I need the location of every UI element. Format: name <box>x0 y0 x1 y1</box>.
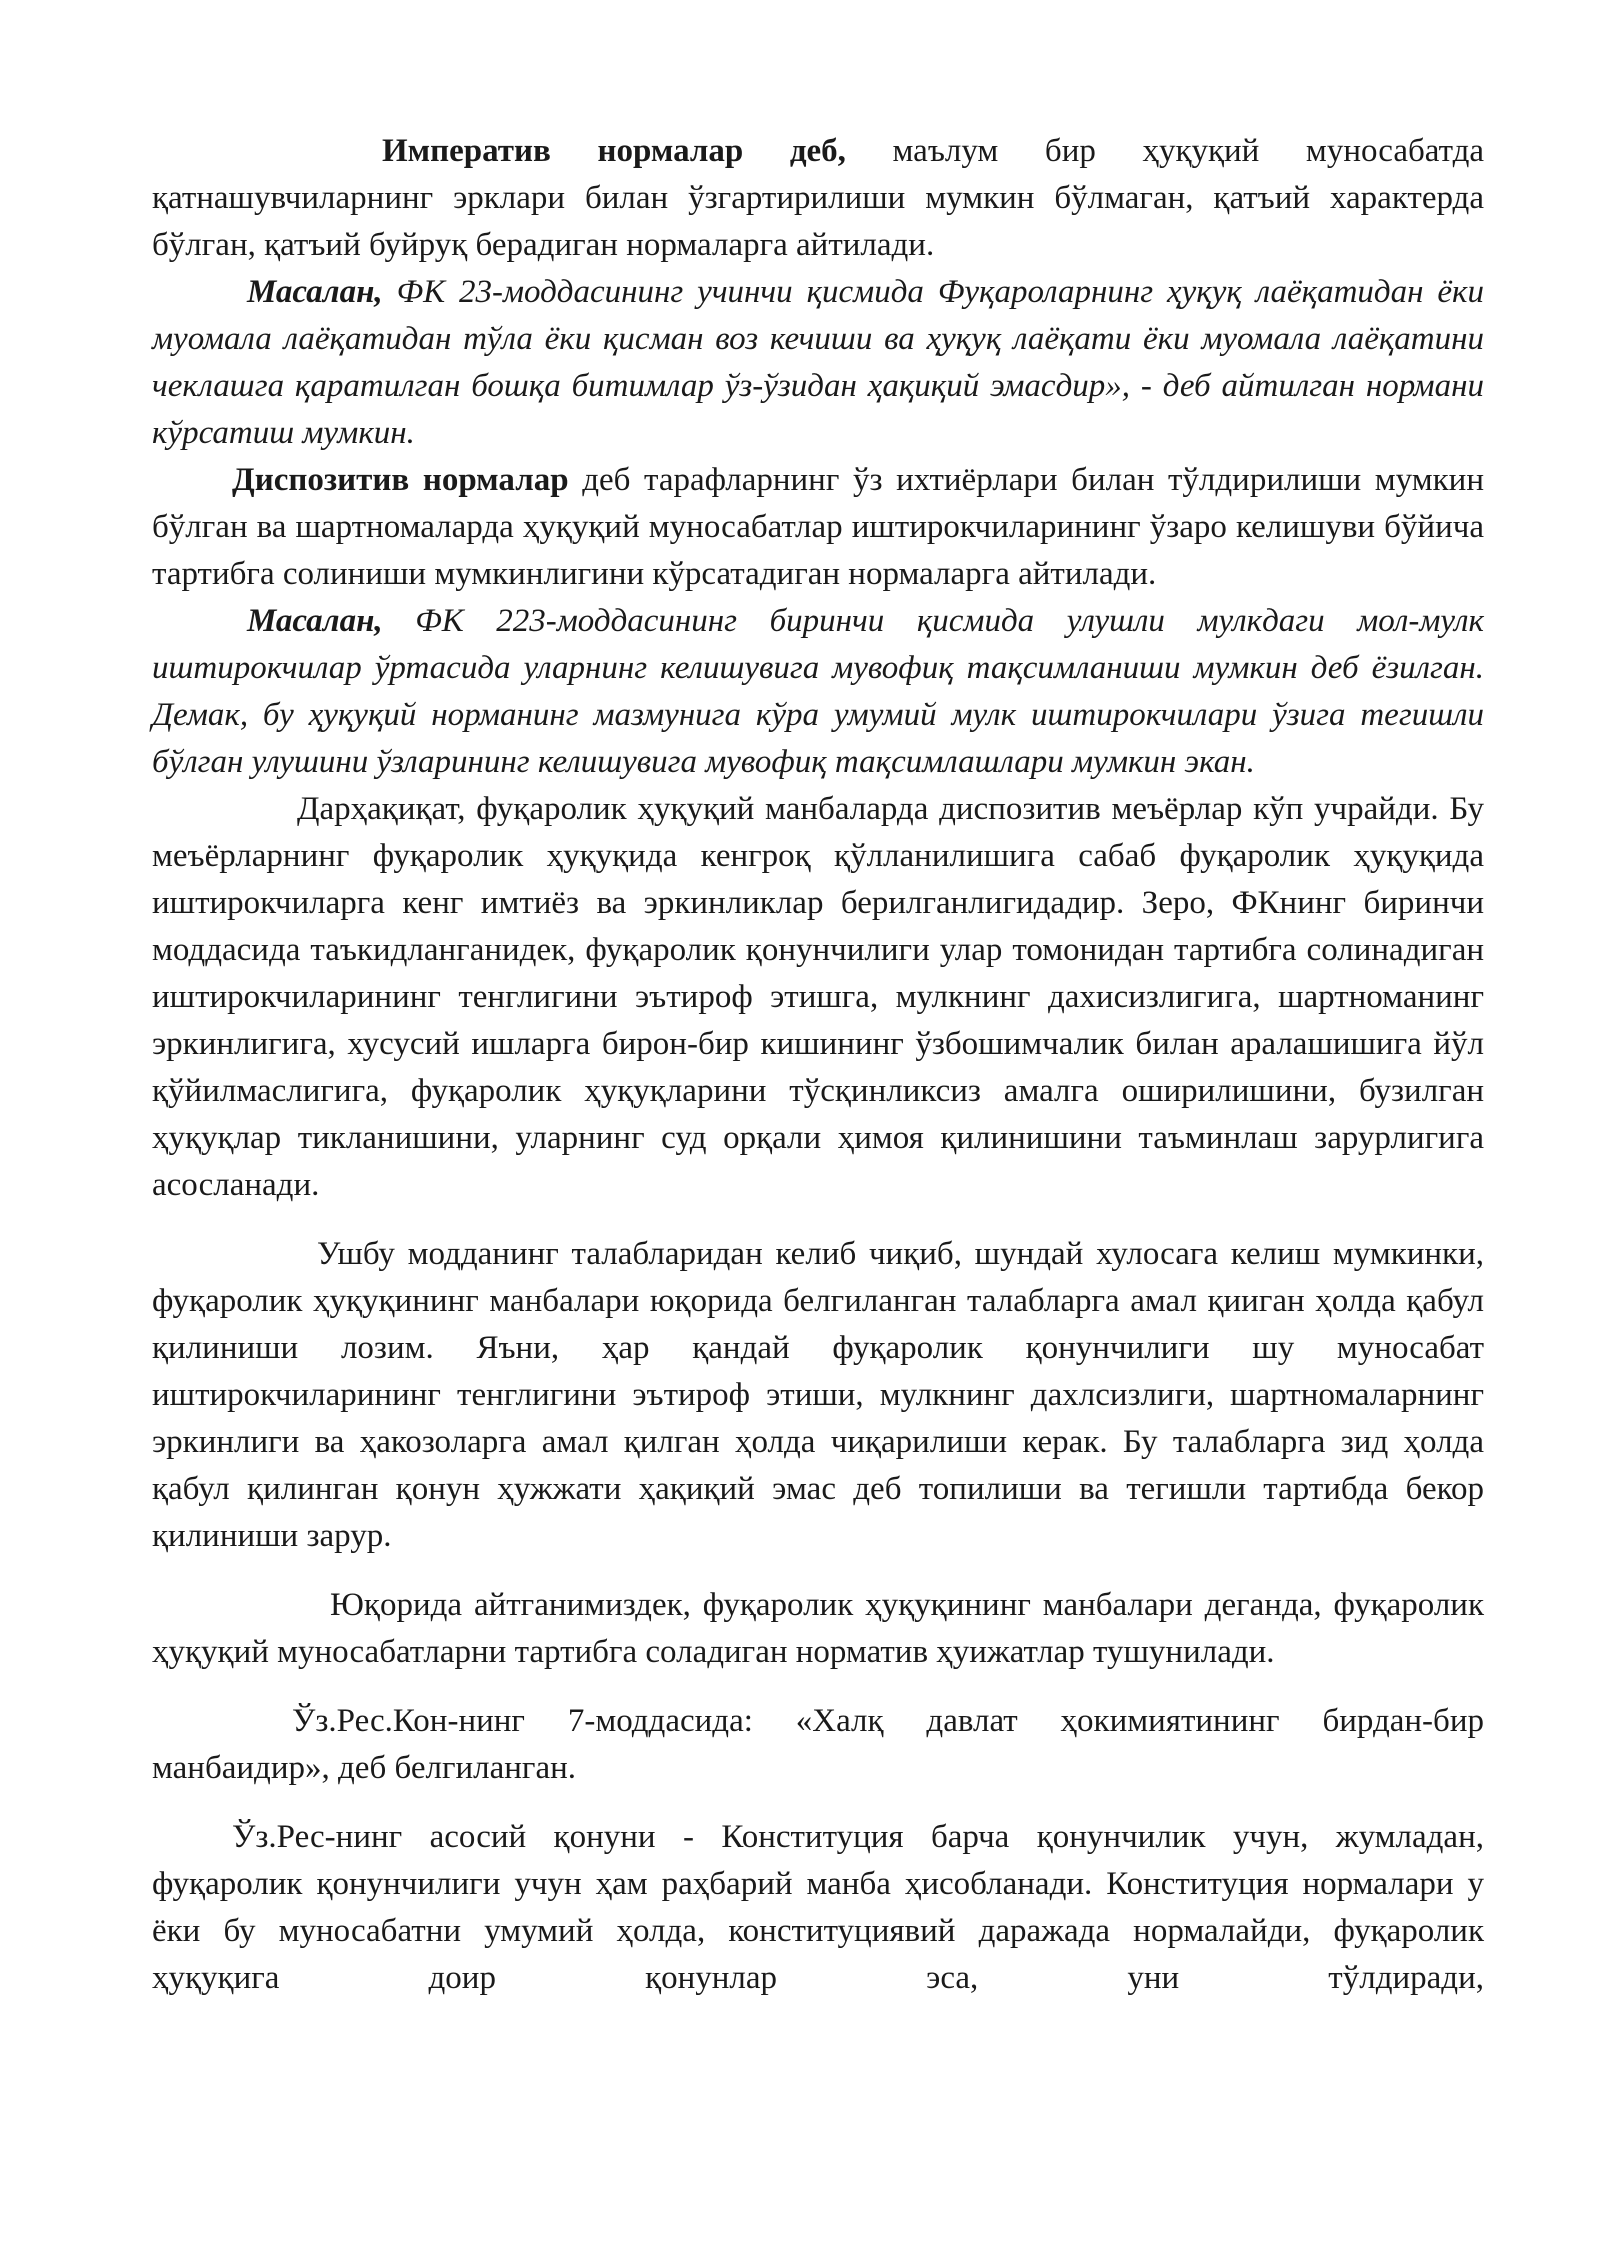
paragraph-constitution-article7 <box>152 1698 1484 1792</box>
paragraph-sources-definition <box>152 1582 1484 1676</box>
paragraph-imperative-norms <box>152 128 1484 269</box>
term-dispositive-norms: Диспозитив нормалар <box>232 462 569 498</box>
paragraph-text: Ўз.Рес-нинг асосий қонуни - Конституция барча қонунчилик учун, жумладан, фуқаролик қонунчилиги учун ҳам раҳбарий манба ҳисобланади. Конституция нормалари у ёки бу муносабатни умумий ҳолда, конституциявий даражада нормалайди, фуқаролик ҳуқуқига доир қонунлар эса, уни тўлдиради, <box>152 1819 1484 1996</box>
paragraph-text: деб тарафларнинг ўз ихтиёрлари билан тўлдирилиши мумкин бўлган ва шартномаларда ҳуқуқий муносабатлар иштирокчиларининг ўзаро келишуви бўйича тартибга солиниши мумкинлигини кўрсатадиган нормаларга айтилади. <box>152 462 1484 592</box>
paragraph-example-fk23 <box>152 269 1484 457</box>
document-page <box>152 128 1484 2002</box>
paragraph-text: Ушбу модданинг талабларидан келиб чиқиб, шундай хулосага келиш мумкинки, фуқаролик ҳуқуқининг манбалари юқорида белгиланган талабларга амал қииган ҳолда қабул қилиниши лозим. Яъни, ҳар қандай фуқаролик қонунчилиги шу муносабат иштирокчиларининг тенглигини эътироф этиши, мулкнинг дахлсизлиги, шартномаларнинг эркинлиги ва ҳакозоларга амал қилган ҳолда чиқарилиши керак. Бу талабларга зид ҳолда қабул қилинган қонун ҳужжати ҳақиқий эмас деб топилиши ва тегишли тартибда бекор қилиниши зарур. <box>152 1236 1484 1554</box>
paragraph-dispositive-frequency <box>152 786 1484 1209</box>
paragraph-constitution-main-law <box>152 1814 1484 2002</box>
example-label: Масалан, <box>247 274 383 310</box>
paragraph-text: ФК 23-моддасининг учинчи қисмида Фуқароларнинг ҳуқуқ лаёқатидан ёки муомала лаёқатидан тўла ёки қисман воз кечиши ва ҳуқуқ лаёқати ёки муомала лаёқатини чеклашга қаратилган бошқа битимлар ўз-ўзидан ҳақиқий эмасдир», - деб айтилган нормани кўрсатиш мумкин. <box>152 274 1484 451</box>
example-label: Масалан, <box>247 603 383 639</box>
paragraph-text: Ўз.Рес.Кон-нинг 7-моддасида: «Халқ давлат ҳокимиятининг бирдан-бир манбаидир», деб белгиланган. <box>152 1703 1484 1786</box>
paragraph-example-fk223 <box>152 598 1484 786</box>
paragraph-text: Юқорида айтганимиздек, фуқаролик ҳуқуқининг манбалари деганда, фуқаролик ҳуқуқий муносабатларни тартибга соладиган норматив ҳуижатлар тушунилади. <box>152 1587 1484 1670</box>
paragraph-text: маълум бир ҳуқуқий муносабатда қатнашувчиларнинг эрклари билан ўзгартирилиши мумкин бўлмаган, қатъий характерда бўлган, қатъий буйруқ берадиган нормаларга айтилади. <box>152 133 1485 263</box>
paragraph-dispositive-norms <box>152 457 1484 598</box>
paragraph-text: Дарҳақиқат, фуқаролик ҳуқуқий манбаларда диспозитив меъёрлар кўп учрайди. Бу меъёрларнинг фуқаролик ҳуқуқида кенгроқ қўлланилишига сабаб фуқаролик ҳуқуқида иштирокчиларга кенг имтиёз ва эркинликлар берилганлигидадир. Зеро, ФКнинг биринчи моддасида таъкидланганидек, фуқаролик қонунчилиги улар томонидан тартибга солинадиган иштирокчиларининг тенглигини эътироф этишга, мулкнинг дахисизлигига, шартноманинг эркинлигига, хусусий ишларга бирон-бир кишининг ўзбошимчалик билан аралашишига йўл қўйилмаслигига, фуқаролик ҳуқуқларини тўсқинликсиз амалга оширилишини, бузилган ҳуқуқлар тикланишини, уларнинг суд орқали ҳимоя қилинишини таъминлаш зарурлигига асосланади. <box>152 791 1484 1203</box>
paragraph-text: ФК 223-моддасининг биринчи қисмида улушли мулкдаги мол-мулк иштирокчилар ўртасида уларнинг келишувига мувофиқ тақсимланиши мумкин деб ёзилган. Демак, бу ҳуқуқий норманинг мазмунига кўра умумий мулк иштирокчилари ўзига тегишли бўлган улушини ўзларининг келишувига мувофиқ тақсимлашлари мумкин экан. <box>152 603 1484 780</box>
paragraph-requirements <box>152 1231 1484 1560</box>
term-imperative-norms: Императив нормалар деб, <box>382 133 846 169</box>
